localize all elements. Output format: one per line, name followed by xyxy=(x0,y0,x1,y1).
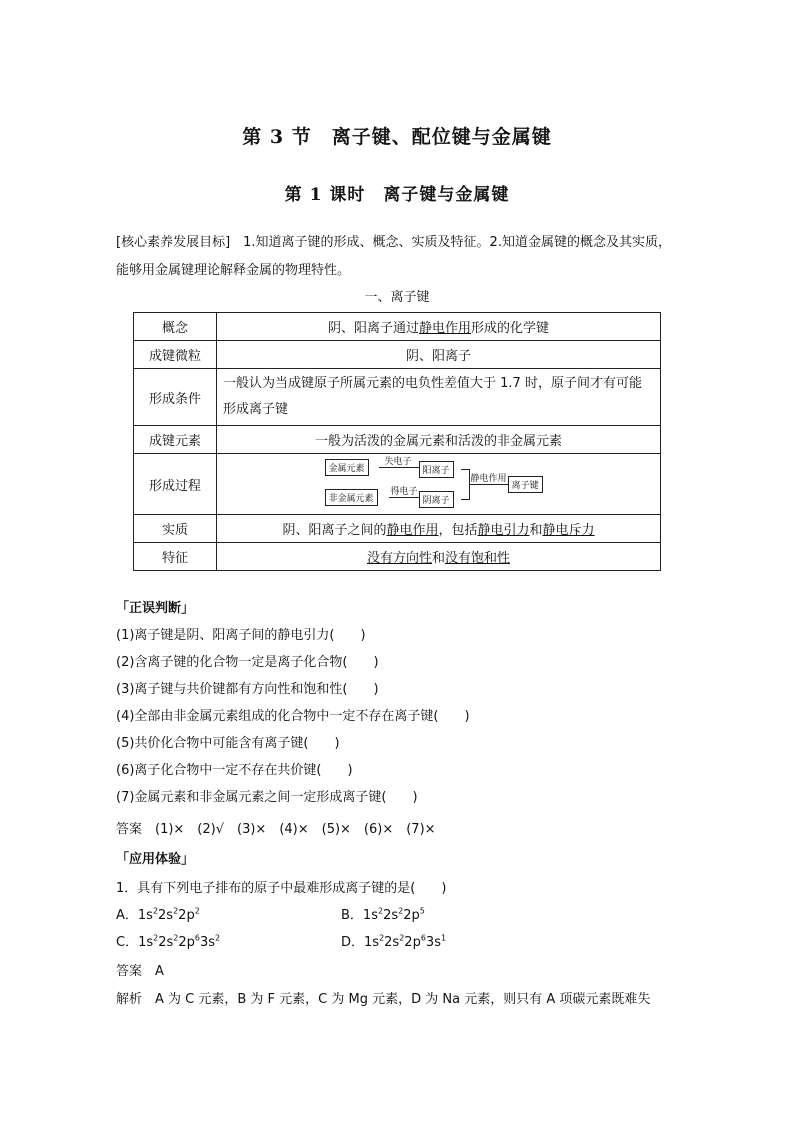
list-item: (4)全部由非金属元素组成的化合物中一定不存在离子键( ) xyxy=(116,709,470,724)
list-item: (1)离子键是阴、阳离子间的静电引力( ) xyxy=(116,628,366,643)
list-item: (5)共价化合物中可能含有离子键( ) xyxy=(116,736,340,751)
practice-heading: 「应用体验」 xyxy=(116,852,195,867)
row-value: 一般认为当成键原子所属元素的电负性差值大于 1.7 时，原子间才有可能形成离子键 xyxy=(217,369,661,426)
judgement-heading: 「正误判断」 xyxy=(116,601,195,616)
page-title: 第 3 节 离子键、配位键与金属键 xyxy=(242,126,552,148)
option-b: B．$1s^22s^22p^5$ xyxy=(341,906,425,923)
row-value: 阴、阳离子 xyxy=(217,341,661,369)
arrow-line xyxy=(379,467,419,468)
question-text: 1．具有下列电子排布的原子中最难形成离子键的是( ) xyxy=(116,881,447,896)
table-row xyxy=(134,426,661,454)
cation-box: 阳离子 xyxy=(419,461,454,478)
table-row xyxy=(134,515,661,543)
row-key: 形成条件 xyxy=(134,369,217,426)
row-key: 成键元素 xyxy=(134,426,217,454)
option-a: A．$1s^22s^22p^2$ xyxy=(116,906,200,923)
arrow-line xyxy=(470,484,508,485)
row-key: 成键微粒 xyxy=(134,341,217,369)
row-value: 一般为活泼的金属元素和活泼的非金属元素 xyxy=(217,426,661,454)
practice-answer: 答案 A xyxy=(116,964,164,979)
row-key: 特征 xyxy=(134,543,217,571)
table-row xyxy=(134,454,661,515)
table-row xyxy=(134,369,661,426)
list-item: (6)离子化合物中一定不存在共价键( ) xyxy=(116,763,353,778)
judgement-answer: 答案 (1)× (2)√ (3)× (4)× (5)× (6)× (7)× xyxy=(116,822,436,837)
option-d: D．$1s^22s^22p^63s^1$ xyxy=(341,933,447,950)
judgement-list xyxy=(116,627,470,816)
ionic-bond-box: 离子键 xyxy=(508,476,543,493)
row-key: 实质 xyxy=(134,515,217,543)
formation-process-diagram xyxy=(217,454,661,515)
metal-box: 金属元素 xyxy=(325,459,369,476)
row-key: 概念 xyxy=(134,313,217,341)
arrow-line xyxy=(389,497,419,498)
anion-box: 阴离子 xyxy=(419,491,454,508)
nonmetal-box: 非金属元素 xyxy=(325,489,378,506)
goals-label: [核心素养发展目标] xyxy=(116,235,231,250)
table-row xyxy=(134,313,661,341)
row-value: 没有方向性和没有饱和性 xyxy=(217,543,661,571)
goals-text: 1.知道离子键的形成、概念、实质及特征。2.知道金属键的概念及其实质，能够用金属键理论解释金属的物理特性。 xyxy=(116,235,671,278)
core-goals xyxy=(116,229,682,285)
bracket-line xyxy=(461,469,469,470)
lose-electron-label: 失电子 xyxy=(384,457,412,467)
ionic-bond-table xyxy=(133,312,661,571)
static-label: 静电作用 xyxy=(470,474,507,484)
list-item: (7)金属元素和非金属元素之间一定形成离子键( ) xyxy=(116,790,418,805)
table-row xyxy=(134,543,661,571)
row-value: 阴、阳离子通过静电作用形成的化学键 xyxy=(217,313,661,341)
list-item: (2)含离子键的化合物一定是离子化合物( ) xyxy=(116,655,379,670)
analysis-text: 解析 A 为 C 元素，B 为 F 元素，C 为 Mg 元素，D 为 Na 元素，则只有 A 项碳元素既难失 xyxy=(116,992,651,1007)
lesson-title: 第 1 课时 离子键与金属键 xyxy=(284,185,510,205)
list-item: (3)离子键与共价键都有方向性和饱和性( ) xyxy=(116,682,379,697)
section-heading: 一、离子键 xyxy=(364,290,430,305)
option-c: C．$1s^22s^22p^63s^2$ xyxy=(116,933,221,950)
row-value: 阴、阳离子之间的静电作用，包括静电引力和静电斥力 xyxy=(217,515,661,543)
gain-electron-label: 得电子 xyxy=(390,487,418,497)
row-key: 形成过程 xyxy=(134,454,217,515)
flow-diagram xyxy=(325,456,553,512)
table-row xyxy=(134,341,661,369)
bracket-line xyxy=(461,499,469,500)
